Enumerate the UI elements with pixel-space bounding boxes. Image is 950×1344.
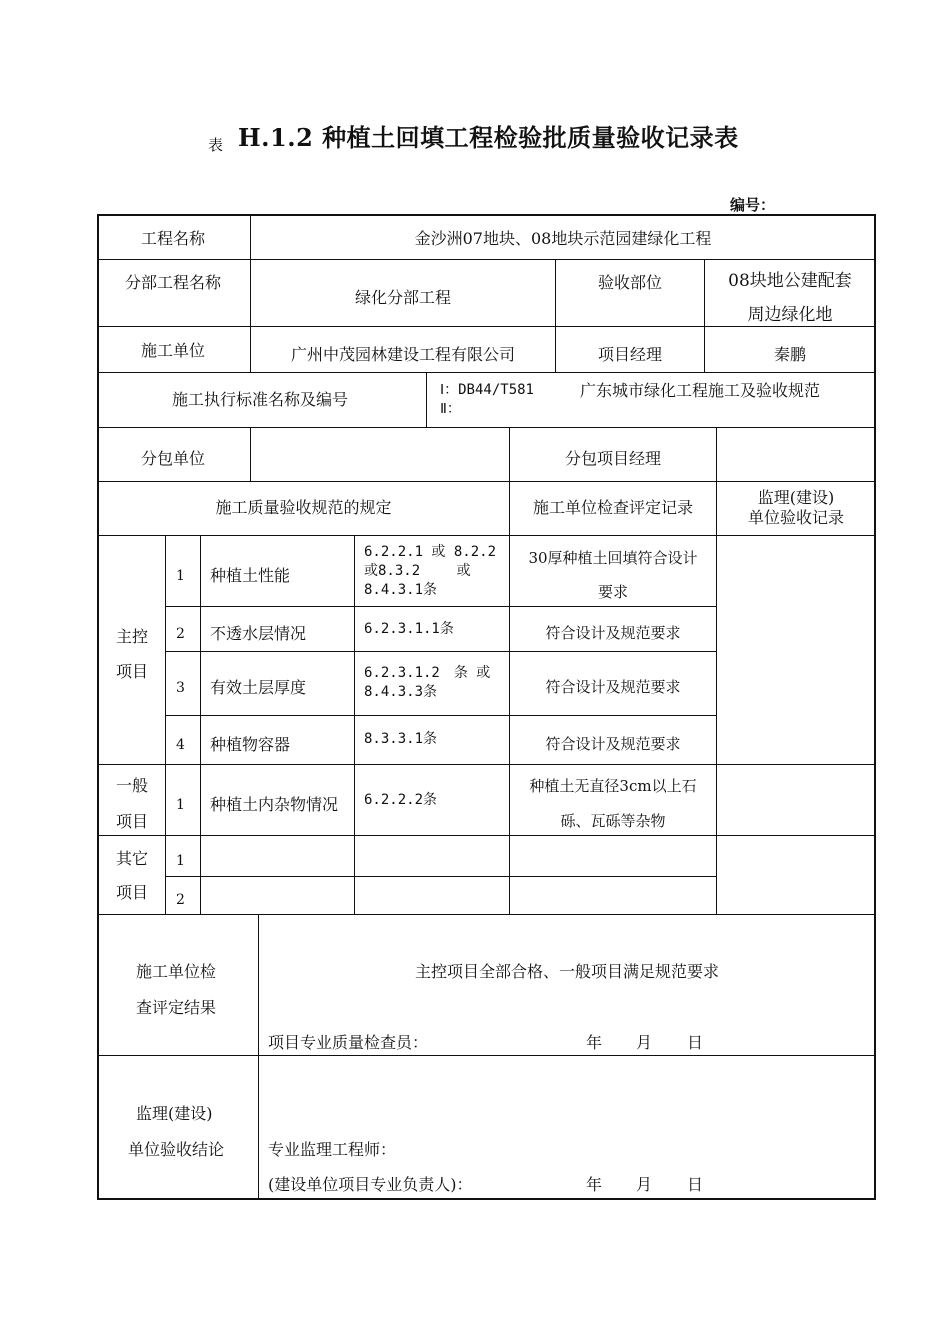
supervisor-result-day: 日: [687, 1175, 704, 1194]
supervisor-header-line1: 监理(建设): [757, 488, 835, 507]
project-name-value: 金沙洲07地块、08地块示范园建绿化工程: [414, 229, 712, 248]
standard-code: Ⅰ：DB44/T581: [440, 382, 534, 398]
acceptance-part-label: 验收部位: [597, 273, 662, 292]
general-item-1-result-line2: 砾、瓦砾等杂物: [560, 812, 666, 830]
spec-header: 施工质量验收规范的规定: [215, 498, 392, 517]
standard-label: 施工执行标准名称及编号: [172, 390, 349, 409]
main-item-1-name: 种植土性能: [210, 566, 291, 585]
main-item-1-result-line2: 要求: [597, 583, 628, 601]
check-header: 施工单位检查评定记录: [532, 498, 693, 517]
main-item-2-result-line1: 符合设计及规范要求: [545, 624, 681, 642]
contractor-result-month: 月: [636, 1033, 653, 1052]
general-item-1-clause-line1: 6.2.2.2条: [364, 792, 438, 808]
owner-representative-label: (建设单位项目专业负责人)：: [268, 1175, 473, 1194]
contractor-value: 广州中茂园林建设工程有限公司: [290, 345, 515, 364]
other-group-label-line2: 项目: [116, 883, 149, 902]
project-name-label: 工程名称: [141, 229, 206, 248]
page-title: H.1.2 种植土回填工程检验批质量验收记录表: [238, 123, 739, 152]
quality-inspector-label: 项目专业质量检查员：: [268, 1033, 429, 1052]
project-manager-value: 秦鹏: [773, 345, 806, 364]
main-item-4-no: 4: [176, 737, 185, 753]
main-item-1-no: 1: [176, 568, 185, 584]
supervising-engineer-label: 专业监理工程师：: [268, 1140, 397, 1159]
other-item-2-no: 2: [176, 892, 185, 908]
subcontract-label: 分包单位: [141, 449, 206, 468]
sub-project-value: 绿化分部工程: [354, 288, 451, 307]
acceptance-part-value-line2: 周边绿化地: [747, 305, 833, 325]
contractor-result-label-line1: 施工单位检: [136, 962, 217, 981]
main-item-3-result-line1: 符合设计及规范要求: [545, 678, 681, 696]
standard-line2: Ⅱ：: [440, 401, 461, 417]
main-item-3-no: 3: [176, 680, 185, 696]
standard-name: 广东城市绿化工程施工及验收规范: [580, 381, 821, 400]
sub-project-label: 分部工程名称: [125, 273, 222, 292]
main-group-label-line2: 项目: [116, 662, 149, 681]
main-item-1-clause-line1: 6.2.2.1 或 8.2.2: [364, 544, 497, 560]
main-item-2-name: 不透水层情况: [210, 624, 307, 643]
main-item-4-name: 种植物容器: [210, 735, 291, 754]
main-item-3-clause-line1: 6.2.3.1.2 条 或: [364, 665, 491, 681]
title-prefix: 表: [208, 136, 224, 154]
general-group-label-line1: 一般: [116, 776, 149, 795]
main-item-2-clause-line1: 6.2.3.1.1条: [364, 621, 454, 637]
other-group-label-line1: 其它: [116, 849, 149, 868]
main-item-1-clause-line3: 8.4.3.1条: [364, 582, 438, 598]
general-item-1-no: 1: [176, 797, 185, 813]
main-item-2-no: 2: [176, 626, 185, 642]
main-group-label-line1: 主控: [116, 627, 149, 646]
supervisor-result-year: 年: [586, 1175, 603, 1194]
supervisor-result-label-line2: 单位验收结论: [128, 1140, 225, 1159]
subcontract-manager-label: 分包项目经理: [564, 449, 661, 468]
project-manager-label: 项目经理: [597, 345, 662, 364]
general-group-label-line2: 项目: [116, 812, 149, 831]
main-item-1-result-line1: 30厚种植土回填符合设计: [528, 549, 698, 567]
supervisor-result-label-line1: 监理(建设): [136, 1104, 213, 1123]
contractor-result-label-line2: 查评定结果: [136, 998, 217, 1017]
contractor-result-year: 年: [586, 1033, 603, 1052]
supervisor-result-month: 月: [636, 1175, 653, 1194]
general-item-1-name: 种植土内杂物情况: [210, 795, 339, 814]
other-item-1-no: 1: [176, 853, 185, 869]
general-item-1-result-line1: 种植土无直径3cm以上石: [529, 777, 697, 795]
main-item-1-clause-line2: 或8.3.2 或: [364, 563, 471, 579]
supervisor-header-line2: 单位验收记录: [747, 508, 844, 527]
contractor-result-text: 主控项目全部合格、一般项目满足规范要求: [414, 962, 719, 981]
serial-number-label: 编号：: [730, 196, 776, 214]
contractor-label: 施工单位: [141, 341, 206, 360]
acceptance-part-value-line1: 08块地公建配套: [728, 271, 852, 291]
main-item-3-name: 有效土层厚度: [210, 678, 307, 697]
main-item-3-clause-line2: 8.4.3.3条: [364, 684, 438, 700]
main-item-4-clause-line1: 8.3.3.1条: [364, 731, 438, 747]
contractor-result-day: 日: [687, 1033, 704, 1052]
main-item-4-result-line1: 符合设计及规范要求: [545, 735, 681, 753]
